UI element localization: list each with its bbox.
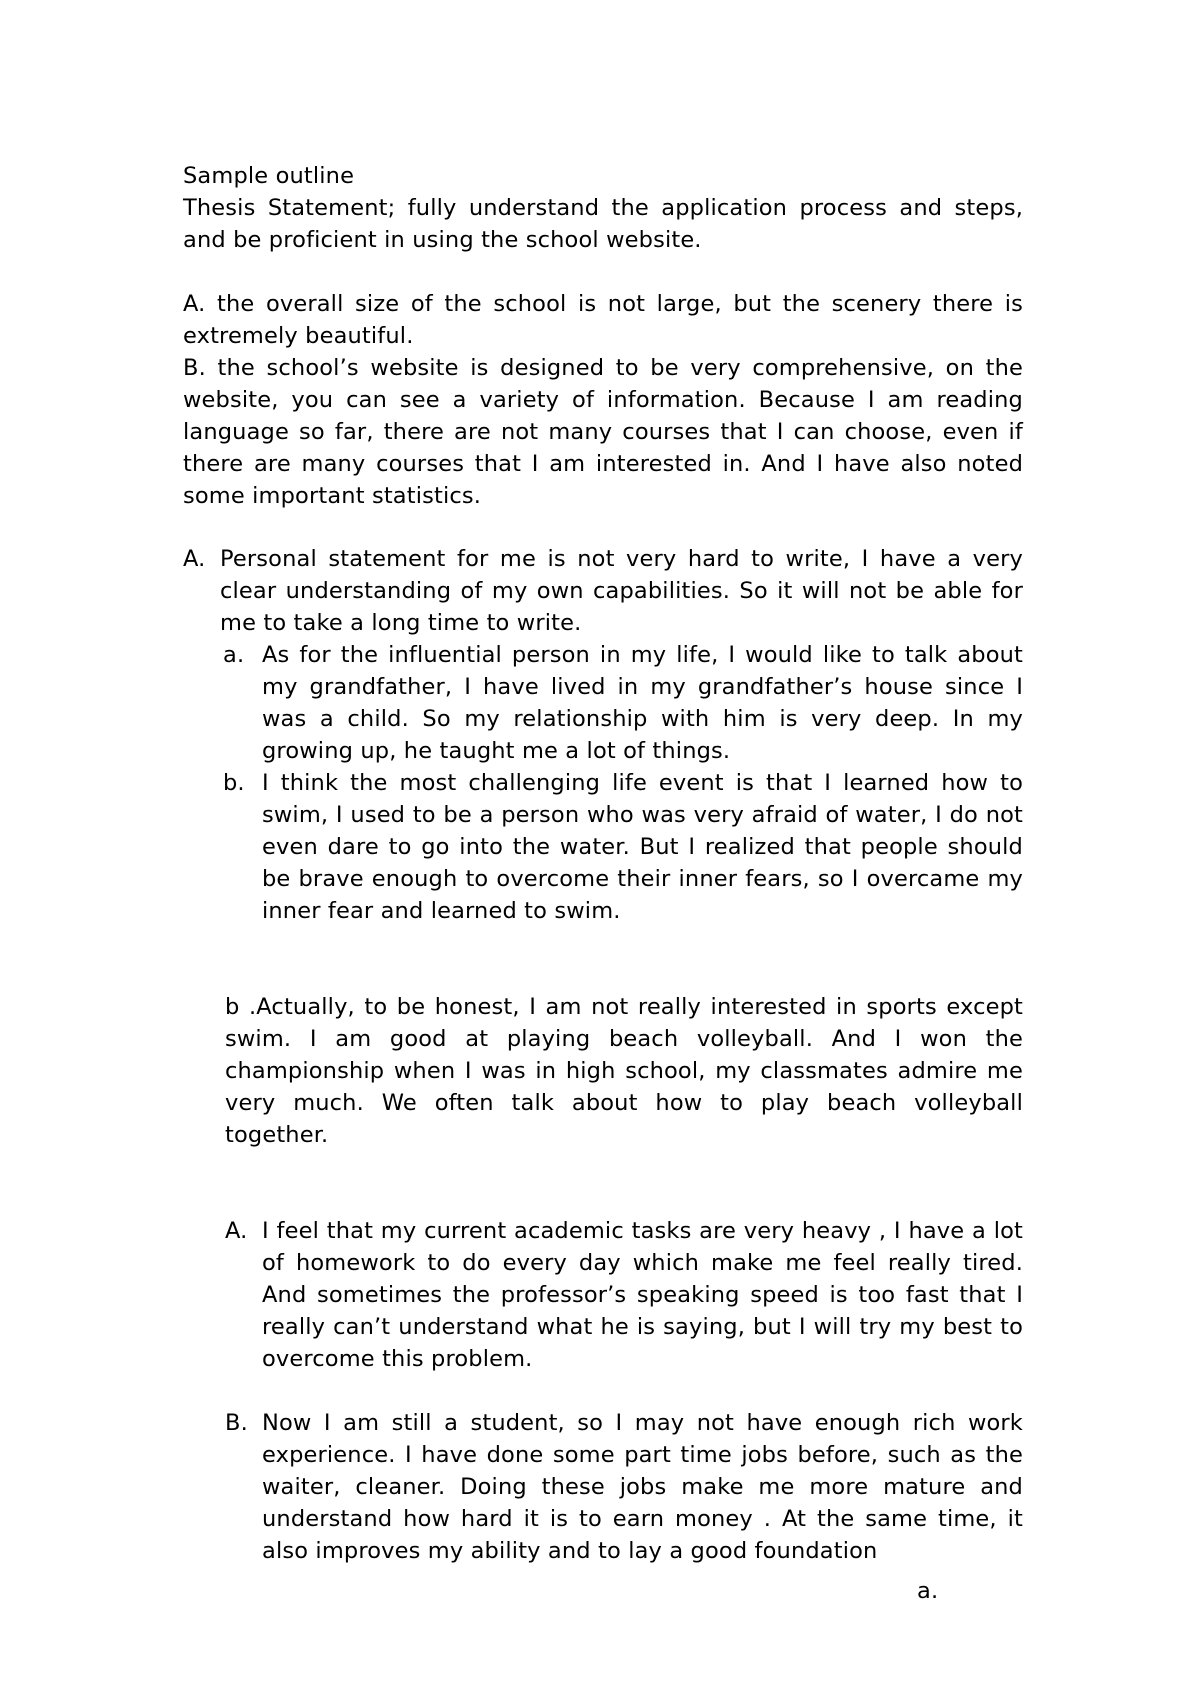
sports-interest-paragraph: b .Actually, to be honest, I am not really interested in sports except swim. I am good at playing beach volleyball. And I won the championship when I was in high school, my classmates admire me very much. We often talk about how to play beach volleyball together. [225, 994, 1023, 1148]
list-item-text: I feel that my current academic tasks are very heavy , I have a lot of homework to do every day which make me feel really tired. And sometimes the professor’s speaking speed is too fast that I really can’t understand what he is saying, but I will try my best to overcome this problem. [262, 1218, 1023, 1372]
list-marker: a. [223, 642, 245, 668]
thesis-statement: Thesis Statement; fully understand the application process and steps, and be proficient in using the school website. [183, 195, 1023, 253]
footer-list-marker: a. [917, 1578, 939, 1604]
section-one-point-a: A. the overall size of the school is not large, but the scenery there is extremely beautiful. [183, 291, 1023, 349]
list-item-text: I think the most challenging life event is that I learned how to swim, I used to be a person who was very afraid of water, I do not even dare to go into the water. But I realized that people should be brave enough to overcome their inner fears, so I overcame my inner fear and learned to swim. [262, 770, 1023, 924]
list-item-text: Now I am still a student, so I may not have enough rich work experience. I have done some part time jobs before, such as the waiter, cleaner. Doing these jobs make me more mature and understand how hard it is to earn money . At the same time, it also improves my ability and to lay a good foundation [262, 1410, 1023, 1564]
section-one-point-b: B. the school’s website is designed to be very comprehensive, on the website, you can see a variety of information. Because I am reading language so far, there are not many courses that I can choose, even if there are many courses that I am interested in. And I have also noted some important statistics. [183, 355, 1023, 509]
list-marker: A. [183, 546, 206, 572]
list-marker: B. [225, 1410, 248, 1436]
list-marker: A. [225, 1218, 248, 1244]
list-item-text: As for the influential person in my life, I would like to talk about my grandfather, I have lived in my grandfather’s house since I was a child. So my relationship with him is very deep. In my growing up, he taught me a lot of things. [262, 642, 1023, 764]
list-item-text: Personal statement for me is not very hard to write, I have a very clear understanding of my own capabilities. So it will not be able for me to take a long time to write. [220, 546, 1023, 636]
list-marker: b. [223, 770, 245, 796]
outline-title: Sample outline [183, 163, 355, 189]
